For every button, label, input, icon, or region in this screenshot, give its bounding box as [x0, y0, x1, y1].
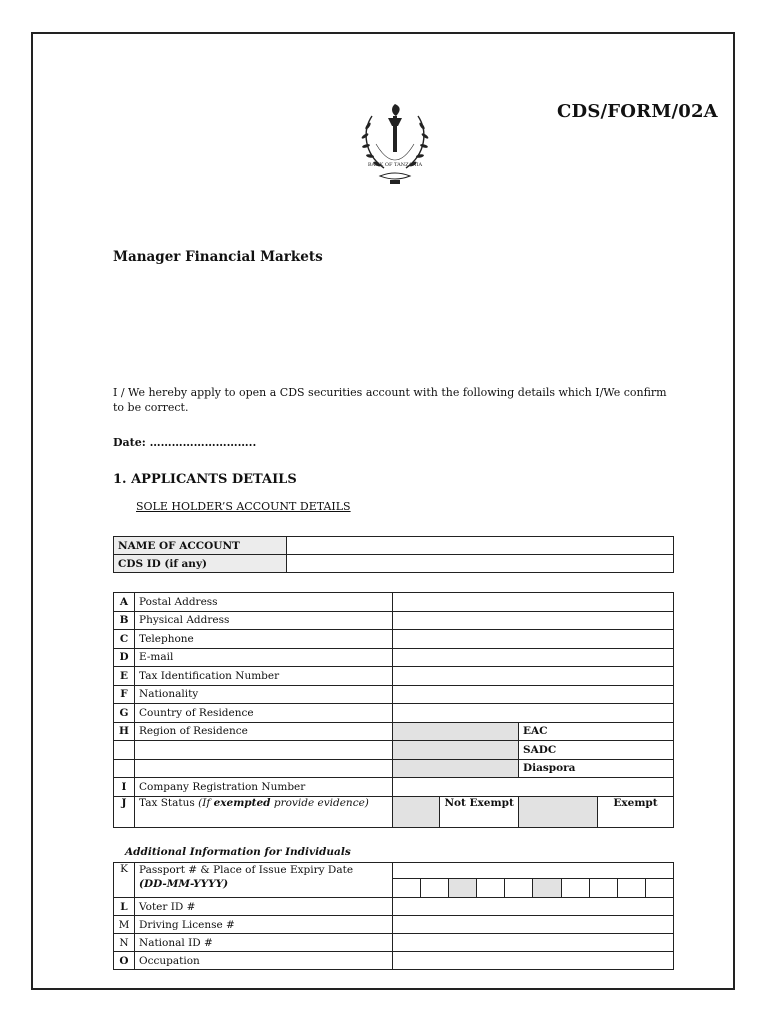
- passport-label-line2: (DD-MM-YYYY): [139, 878, 229, 890]
- name-of-account-input[interactable]: [287, 537, 674, 555]
- table-row: [114, 863, 674, 879]
- table-row: [114, 667, 674, 686]
- svg-text:BANK OF TANZANIA: BANK OF TANZANIA: [367, 162, 423, 168]
- table-row: [114, 741, 674, 760]
- row-key: L: [114, 898, 135, 916]
- table-row: [114, 934, 674, 952]
- expiry-date-boxes[interactable]: [393, 879, 674, 898]
- voter-id-input[interactable]: [393, 898, 674, 916]
- nationality-label: Nationality: [135, 685, 393, 704]
- passport-label-line1: Passport # & Place of Issue Expiry Date: [139, 864, 354, 876]
- tax-note-prefix: (If: [198, 796, 214, 809]
- email-input[interactable]: [393, 648, 674, 667]
- tax-note-suffix: provide evidence): [270, 796, 369, 809]
- region-of-residence-label: Region of Residence: [135, 722, 393, 741]
- region-diaspora-checkbox[interactable]: [393, 759, 519, 778]
- telephone-label: Telephone: [135, 630, 393, 649]
- date-box[interactable]: [617, 879, 645, 897]
- cds-id-input[interactable]: [287, 555, 674, 573]
- exempt-label: Exempt: [598, 796, 674, 827]
- form-code: CDS/FORM/02A: [557, 101, 718, 122]
- table-row: [114, 898, 674, 916]
- row-key: D: [114, 648, 135, 667]
- date-box[interactable]: [504, 879, 532, 897]
- cds-id-label: CDS ID (if any): [114, 555, 287, 573]
- country-of-residence-input[interactable]: [393, 704, 674, 723]
- postal-address-label: Postal Address: [135, 593, 393, 612]
- driving-license-label: Driving License #: [135, 916, 393, 934]
- national-id-label: National ID #: [135, 934, 393, 952]
- row-key: J: [114, 796, 135, 827]
- row-key: H: [114, 722, 135, 741]
- account-table: [113, 536, 674, 573]
- subsection-title: SOLE HOLDER’S ACCOUNT DETAILS: [136, 500, 351, 513]
- occupation-input[interactable]: [393, 952, 674, 970]
- additional-info-title: Additional Information for Individuals: [125, 846, 351, 858]
- table-row: [114, 630, 674, 649]
- date-box[interactable]: [561, 879, 589, 897]
- table-row: [114, 593, 674, 612]
- row-key: I: [114, 778, 135, 797]
- telephone-input[interactable]: [393, 630, 674, 649]
- intro-text: I / We hereby apply to open a CDS securities account with the following details which I/We confirm to be correct.: [113, 386, 667, 414]
- not-exempt-checkbox[interactable]: [393, 796, 440, 827]
- section-title: 1. APPLICANTS DETAILS: [113, 472, 297, 487]
- row-key: F: [114, 685, 135, 704]
- not-exempt-label: Not Exempt: [440, 796, 519, 827]
- table-row: [114, 685, 674, 704]
- date-field[interactable]: Date: ………………………..: [113, 436, 257, 449]
- tin-input[interactable]: [393, 667, 674, 686]
- row-key: C: [114, 630, 135, 649]
- voter-id-label: Voter ID #: [135, 898, 393, 916]
- date-box-group: [393, 879, 673, 897]
- postal-address-input[interactable]: [393, 593, 674, 612]
- tin-label: Tax Identification Number: [135, 667, 393, 686]
- driving-license-input[interactable]: [393, 916, 674, 934]
- table-row: [114, 611, 674, 630]
- region-eac-label: EAC: [519, 722, 674, 741]
- row-key: [114, 759, 135, 778]
- addressee-heading: Manager Financial Markets: [113, 249, 323, 265]
- passport-label: [135, 863, 393, 898]
- table-row: [114, 722, 674, 741]
- date-box[interactable]: [645, 879, 673, 897]
- table-row: [114, 952, 674, 970]
- nationality-input[interactable]: [393, 685, 674, 704]
- row-key: N: [114, 934, 135, 952]
- empty-label: [135, 759, 393, 778]
- table-row: [114, 916, 674, 934]
- tax-status-text: Tax Status: [139, 796, 195, 809]
- tax-note-bold: exempted: [213, 796, 271, 809]
- row-key: G: [114, 704, 135, 723]
- table-row: [114, 537, 674, 555]
- country-of-residence-label: Country of Residence: [135, 704, 393, 723]
- region-diaspora-label: Diaspora: [519, 759, 674, 778]
- physical-address-input[interactable]: [393, 611, 674, 630]
- row-key: O: [114, 952, 135, 970]
- region-eac-checkbox[interactable]: [393, 722, 519, 741]
- table-row: [114, 759, 674, 778]
- date-box[interactable]: [420, 879, 448, 897]
- physical-address-label: Physical Address: [135, 611, 393, 630]
- company-registration-input[interactable]: [393, 778, 674, 797]
- table-row: [114, 796, 674, 827]
- date-box[interactable]: [393, 879, 420, 897]
- row-key: A: [114, 593, 135, 612]
- date-box[interactable]: [476, 879, 504, 897]
- row-key: B: [114, 611, 135, 630]
- row-key: K: [114, 863, 135, 898]
- company-registration-label: Company Registration Number: [135, 778, 393, 797]
- table-row: [114, 704, 674, 723]
- date-box[interactable]: [589, 879, 617, 897]
- additional-info-table: [113, 862, 674, 970]
- row-key: M: [114, 916, 135, 934]
- empty-label: [135, 741, 393, 760]
- date-separator: [532, 879, 560, 897]
- details-table: [113, 592, 674, 828]
- row-key: [114, 741, 135, 760]
- occupation-label: Occupation: [135, 952, 393, 970]
- exempt-checkbox[interactable]: [519, 796, 598, 827]
- row-key: E: [114, 667, 135, 686]
- passport-place-input[interactable]: [393, 863, 674, 879]
- region-sadc-checkbox[interactable]: [393, 741, 519, 760]
- region-sadc-label: SADC: [519, 741, 674, 760]
- table-row: [114, 778, 674, 797]
- table-row: [114, 555, 674, 573]
- national-id-input[interactable]: [393, 934, 674, 952]
- date-separator: [448, 879, 476, 897]
- bank-of-tanzania-emblem-icon: [350, 96, 440, 188]
- email-label: E-mail: [135, 648, 393, 667]
- name-of-account-label: NAME OF ACCOUNT: [114, 537, 287, 555]
- tax-status-label: [135, 796, 393, 827]
- table-row: [114, 648, 674, 667]
